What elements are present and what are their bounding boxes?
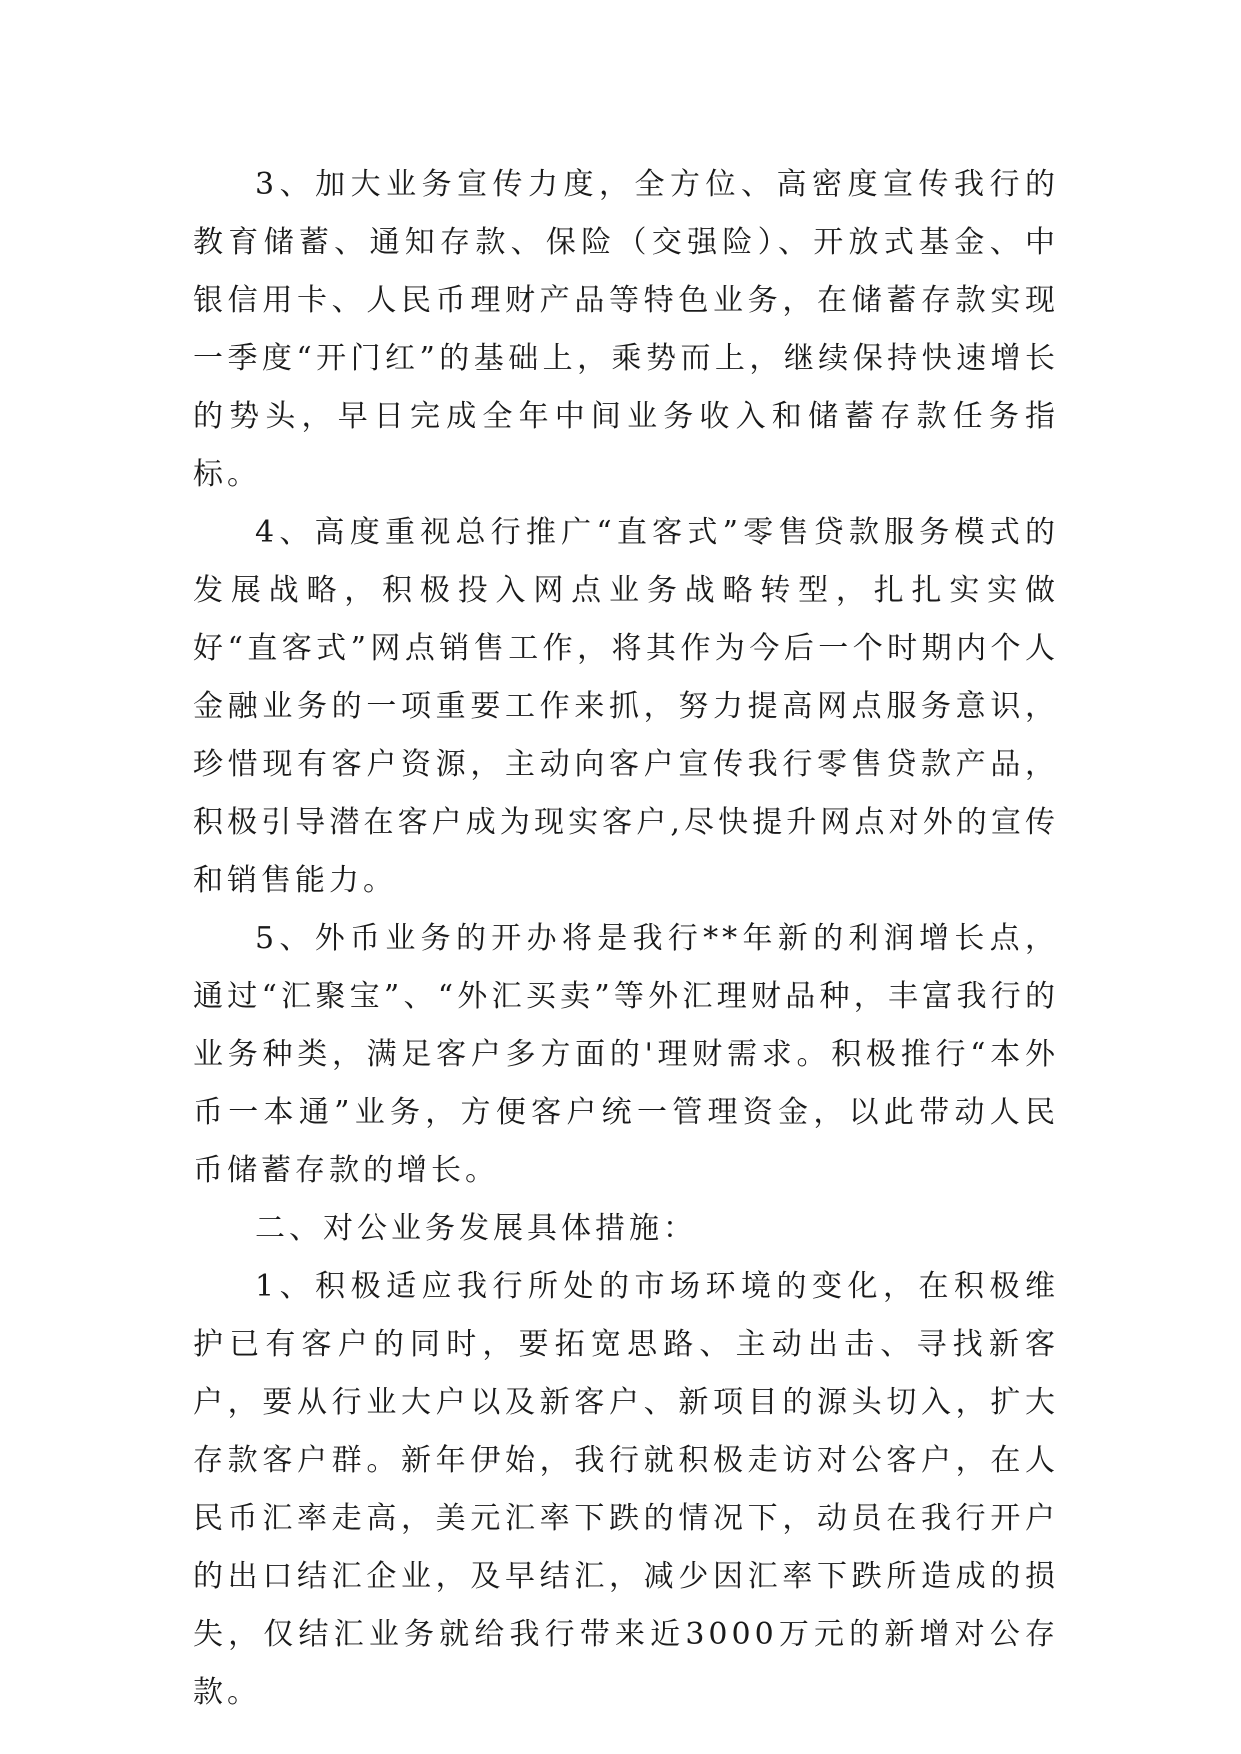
paragraph-corporate-clients: 1、积极适应我行所处的市场环境的变化，在积极维护已有客户的同时，要拓宽思路、主动出击、寻找新客户，要从行业大户以及新客户、新项目的源头切入，扩大存款客户群。新年伊始，我行就积极走访对公客户，在人民币汇率走高，美元汇率下跌的情况下，动员在我行开户的出口结汇企业，及早结汇，减少因汇率下跌所造成的损失，仅结汇业务就给我行带来近3000万元的新增对公存款。: [193, 1269, 1059, 1710]
paragraph-foreign-currency: 5、外币业务的开办将是我行**年新的利润增长点，通过“汇聚宝”、“外汇买卖”等外汇理财品种，丰富我行的业务种类，满足客户多方面的'理财需求。积极推行“本外币一本通”业务，方便客户统一管理资金，以此带动人民币储蓄存款的增长。: [193, 921, 1059, 1188]
paragraph-publicity: 3、加大业务宣传力度，全方位、高密度宣传我行的教育储蓄、通知存款、保险（交强险）、开放式基金、中银信用卡、人民币理财产品等特色业务，在储蓄存款实现一季度“开门红”的基础上，乘势而上，继续保持快速增长的势头，早日完成全年中间业务收入和储蓄存款任务指标。: [193, 167, 1059, 492]
document-body: [193, 156, 1059, 1722]
section-heading-corporate: 二、对公业务发展具体措施：: [255, 1211, 697, 1246]
paragraph-direct-retail-loans: 4、高度重视总行推广“直客式”零售贷款服务模式的发展战略，积极投入网点业务战略转型，扎扎实实做好“直客式”网点销售工作，将其作为今后一个时期内个人金融业务的一项重要工作来抓，努力提高网点服务意识，珍惜现有客户资源，主动向客户宣传我行零售贷款产品，积极引导潜在客户成为现实客户,尽快提升网点对外的宣传和销售能力。: [193, 515, 1059, 898]
